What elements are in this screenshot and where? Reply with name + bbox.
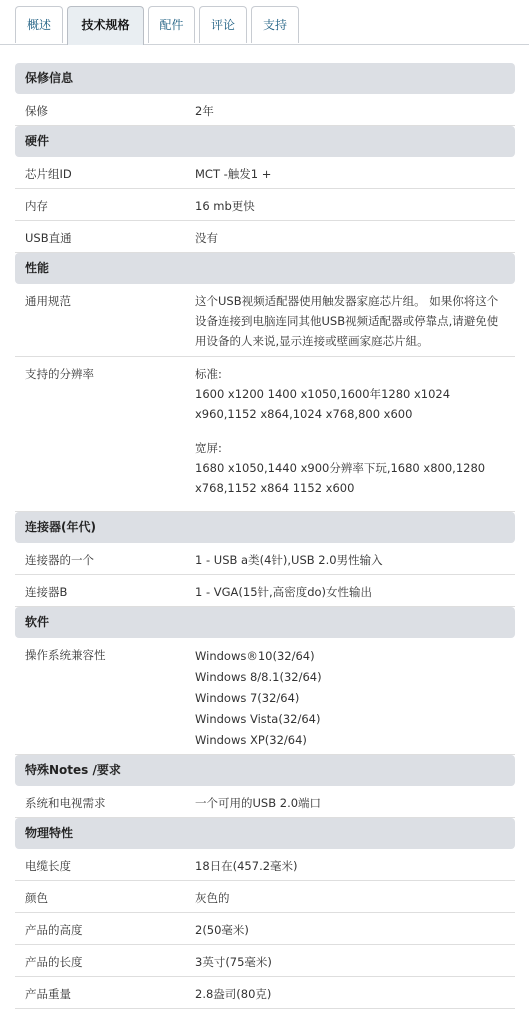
spec-label: 内存: [25, 199, 48, 213]
widescreen-resolution-list: 1680 x1050,1440 x900分辨率下玩,1680 x800,1280 x768,1152 x864 1152 x600: [195, 461, 486, 495]
spec-row-chipset: [15, 157, 515, 189]
spec-table: [15, 63, 515, 1009]
tab-overview[interactable]: 概述: [15, 6, 63, 43]
spec-value: 2(50毫米): [195, 923, 249, 937]
section-header-hardware: 硬件: [15, 126, 515, 157]
spec-label: 电缆长度: [25, 859, 71, 873]
spec-value: [185, 357, 515, 511]
spec-row-system-requirements: [15, 786, 515, 818]
os-item: Windows XP(32/64): [195, 733, 307, 747]
os-item: Windows Vista(32/64): [195, 712, 321, 726]
spec-label: 产品重量: [25, 987, 71, 1001]
spec-label: 支持的分辨率: [25, 367, 94, 381]
spec-row-warranty: [15, 94, 515, 126]
spec-row-resolutions: [15, 357, 515, 512]
spec-value: 3英寸(75毫米): [195, 955, 272, 969]
section-header-performance: 性能: [15, 253, 515, 284]
standard-title: 标准:: [195, 367, 222, 381]
standard-resolution-list: 1600 x1200 1400 x1050,1600年1280 x1024 x960,1152 x864,1024 x768,800 x600: [195, 387, 451, 421]
spec-value: 没有: [195, 231, 218, 245]
spec-label: USB直通: [25, 231, 72, 245]
spec-row-os-compat: [15, 638, 515, 755]
section-header-notes: 特殊Notes /要求: [15, 755, 515, 786]
section-header-warranty: 保修信息: [15, 63, 515, 94]
spec-value: 2.8盎司(80克): [195, 987, 272, 1001]
spec-value: 16 mb更快: [195, 199, 255, 213]
spec-label: 操作系统兼容性: [25, 648, 106, 662]
spec-value: [185, 638, 515, 754]
spec-value: 1 - USB a类(4针),USB 2.0男性输入: [195, 553, 383, 567]
spec-label: 芯片组ID: [25, 167, 72, 181]
spec-label: 连接器B: [25, 585, 68, 599]
spec-label: 产品的高度: [25, 923, 83, 937]
spec-row-usb-passthrough: [15, 221, 515, 253]
spec-row-connector-b: [15, 575, 515, 607]
tab-reviews[interactable]: 评论: [199, 6, 247, 43]
spec-row-connector-a: [15, 543, 515, 575]
tab-tech-specs[interactable]: 技术规格: [67, 6, 144, 45]
spec-row-weight: [15, 977, 515, 1009]
spec-label: 连接器的一个: [25, 553, 94, 567]
spec-label: 产品的长度: [25, 955, 83, 969]
section-header-physical: 物理特性: [15, 818, 515, 849]
os-item: Windows®10(32/64): [195, 649, 315, 663]
section-header-connectors: 连接器(年代): [15, 512, 515, 543]
spec-row-cable-length: [15, 849, 515, 881]
widescreen-title: 宽屏:: [195, 441, 222, 455]
spec-value: 1 - VGA(15针,高密度do)女性输出: [195, 585, 373, 599]
spec-label: 保修: [25, 104, 48, 118]
spec-row-color: [15, 881, 515, 913]
tab-accessories[interactable]: 配件: [148, 6, 195, 43]
spec-value: 这个USB视频适配器使用触发器家庭芯片组。 如果你将这个设备连接到电脑连同其他USB视频适配器或停靠点,请避免使用设备的人来说,显示连接或壁画家庭芯片組。: [195, 294, 499, 348]
os-item: Windows 7(32/64): [195, 691, 300, 705]
os-item: Windows 8/8.1(32/64): [195, 670, 322, 684]
spec-label: 颜色: [25, 891, 48, 905]
spec-row-length: [15, 945, 515, 977]
tab-bar: [0, 0, 529, 45]
spec-value: 灰色的: [195, 891, 230, 905]
spec-label: 通用规范: [25, 294, 71, 308]
spec-row-memory: [15, 189, 515, 221]
section-header-software: 软件: [15, 607, 515, 638]
spec-row-height: [15, 913, 515, 945]
spec-row-general: [15, 284, 515, 357]
spec-value: 2年: [195, 104, 214, 118]
tab-support[interactable]: 支持: [251, 6, 299, 43]
spec-label: 系统和电视需求: [25, 796, 106, 810]
spec-value: 18日在(457.2毫米): [195, 859, 298, 873]
spec-value: MCT -触发1 +: [195, 167, 272, 181]
spec-value: 一个可用的USB 2.0端口: [195, 796, 322, 810]
